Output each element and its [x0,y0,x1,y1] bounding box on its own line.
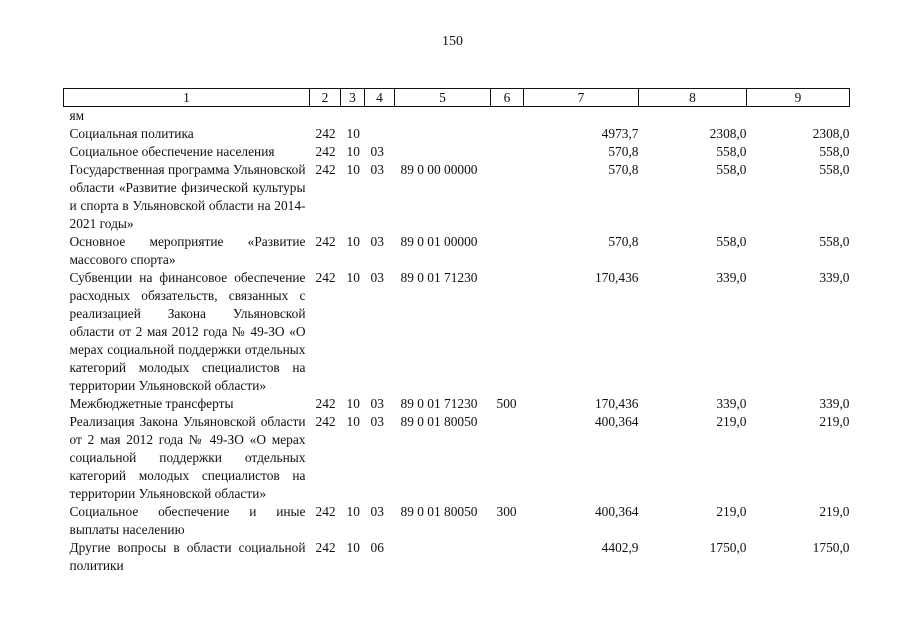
row-col-2: 242 [315,396,336,411]
row-col-2: 242 [315,270,336,285]
row-col-2: 242 [315,540,336,555]
row-col-9: 1750,0 [812,540,850,555]
row-col-7: 4402,9 [601,540,639,555]
header-col-4: 4 [365,89,395,107]
header-col-7: 7 [524,89,639,107]
header-col-6: 6 [491,89,524,107]
budget-table [63,88,850,575]
row-col-6 [491,125,524,143]
row-col-4: 03 [370,270,384,285]
row-col-7: 570,8 [608,144,639,159]
table-row [64,233,850,269]
row-col-2: 242 [315,504,336,519]
row-col-7: 170,436 [594,396,639,411]
page-number: 150 [442,34,463,49]
row-col-8: 1750,0 [709,540,747,555]
table-header [64,89,850,107]
row-col-7: 4973,7 [601,126,639,141]
row-col-3: 10 [346,540,360,555]
row-col-3: 10 [346,504,360,519]
row-code [395,143,491,161]
row-col-3: 10 [346,144,360,159]
row-col-6 [491,269,524,395]
row-col-9: 339,0 [819,270,850,285]
row-col-3: 10 [346,126,360,141]
row-code: 89 0 01 80050 [400,414,478,429]
row-col-8: 339,0 [716,396,747,411]
row-name: Социальное обеспечение и иные выплаты населению [69,504,306,537]
row-col-3: 10 [346,270,360,285]
row-name: Межбюджетные трансферты [69,396,234,411]
table-row [64,503,850,539]
row-col-6: 500 [496,396,517,411]
table-row [64,413,850,503]
row-col-6: 300 [496,504,517,519]
row-col-2: 242 [315,162,336,177]
row-col-8: 558,0 [716,162,747,177]
row-col-8: 558,0 [716,234,747,249]
row-col-2: 242 [315,234,336,249]
row-col-4: 06 [370,540,384,555]
row-col-3: 10 [346,414,360,429]
row-col-4 [365,125,395,143]
row-col-8: 558,0 [716,144,747,159]
table-row [64,161,850,233]
row-col-9: 558,0 [819,234,850,249]
row-col-8: 219,0 [716,504,747,519]
continuation-text: ям [69,108,85,123]
row-name: Социальная политика [69,126,194,141]
table-row [64,539,850,575]
row-name: Субвенции на финансовое обеспечение расходных обязательств, связанных с реализацией Закона Ульяновской области от 2 мая 2012 года № 49-ЗО «О мерах социальной поддержки отдельных категорий молодых специалистов на территории Ульяновской области» [69,270,306,393]
row-code: 89 0 01 71230 [400,396,478,411]
row-col-2: 242 [315,126,336,141]
row-col-8: 219,0 [716,414,747,429]
row-code [395,539,491,575]
row-col-9: 558,0 [819,144,850,159]
table-row [64,269,850,395]
header-col-8: 8 [639,89,747,107]
row-col-6 [491,413,524,503]
row-col-7: 400,364 [594,414,639,429]
row-col-6 [491,233,524,269]
row-col-9: 558,0 [819,162,850,177]
row-code: 89 0 01 00000 [400,234,478,249]
continuation-row [64,107,850,126]
row-col-4: 03 [370,414,384,429]
row-col-9: 2308,0 [812,126,850,141]
row-col-3: 10 [346,162,360,177]
row-col-6 [491,539,524,575]
row-col-7: 400,364 [594,504,639,519]
header-row [64,89,850,107]
header-col-3: 3 [341,89,365,107]
row-col-3: 10 [346,396,360,411]
row-col-2: 242 [315,144,336,159]
row-col-4: 03 [370,504,384,519]
row-name: Другие вопросы в области социальной политики [69,540,306,573]
row-code: 89 0 00 00000 [400,162,478,177]
row-col-3: 10 [346,234,360,249]
row-col-2: 242 [315,414,336,429]
row-name: Основное мероприятие «Развитие массового спорта» [69,234,306,267]
header-col-9: 9 [747,89,850,107]
table-row [64,143,850,161]
table-row [64,395,850,413]
row-col-6 [491,143,524,161]
row-code: 89 0 01 80050 [400,504,478,519]
row-name: Государственная программа Ульяновской области «Развитие физической культуры и спорта в Ульяновской области на 2014-2021 годы» [69,162,306,231]
row-col-9: 339,0 [819,396,850,411]
row-col-6 [491,161,524,233]
row-col-4: 03 [370,144,384,159]
row-col-4: 03 [370,396,384,411]
row-name: Социальное обеспечение населения [69,144,275,159]
header-col-2: 2 [310,89,341,107]
row-col-9: 219,0 [819,414,850,429]
row-code [395,125,491,143]
header-col-5: 5 [395,89,491,107]
row-col-8: 2308,0 [709,126,747,141]
row-col-4: 03 [370,234,384,249]
row-name: Реализация Закона Ульяновской области от 2 мая 2012 года № 49-ЗО «О мерах социальной поддержки отдельных категорий молодых специалистов на территории Ульяновской области» [69,414,306,501]
row-col-7: 170,436 [594,270,639,285]
table-body [64,107,850,576]
header-col-1: 1 [64,89,310,107]
row-col-7: 570,8 [608,234,639,249]
row-col-4: 03 [370,162,384,177]
row-col-7: 570,8 [608,162,639,177]
row-code: 89 0 01 71230 [400,270,478,285]
table-row [64,125,850,143]
row-col-8: 339,0 [716,270,747,285]
row-col-9: 219,0 [819,504,850,519]
